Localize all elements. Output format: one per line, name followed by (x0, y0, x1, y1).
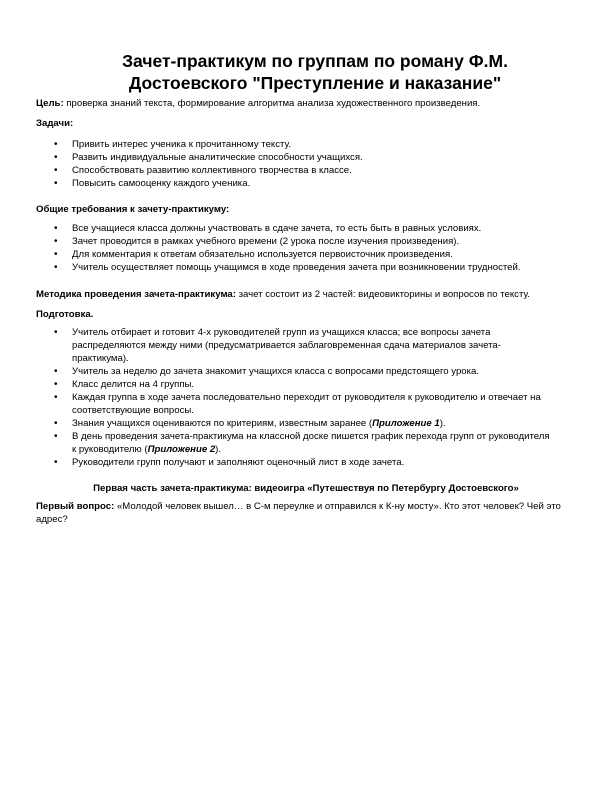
list-item: • Каждая группа в ходе зачета последовательно переходит от руководителя к руководителю и отвечает на соответствующие вопросы. (36, 391, 556, 417)
list-item: • Для комментария к ответам обязательно используется первоисточник произведения. (36, 248, 556, 261)
requirements-heading: Общие требования к зачету-практикуму: (36, 204, 230, 215)
item-text-before: В день проведения зачета-практикума на классной доске пишется график перехода групп от руководителя к руководителю ( (72, 431, 550, 455)
list-item: • Учитель отбирает и готовит 4-х руководителей групп из учащихся класса; все вопросы зачета распределяются между ними (предусматривается заблаговременная сдача материалов зачета-практикума). (36, 326, 556, 365)
list-item: • Класс делится на 4 группы. (36, 378, 556, 391)
requirements-list (36, 222, 556, 274)
method-text: зачет состоит из 2 частей: видеовикторины и вопросов по тексту. (235, 289, 530, 300)
item-text-after: ). (439, 418, 446, 429)
list-item: • Все учащиеся класса должны участвовать в сдаче зачета, то есть быть в равных условиях. (36, 222, 556, 235)
tasks-list (36, 138, 556, 190)
list-item: • Способствовать развитию коллективного творчества в классе. (36, 164, 556, 177)
title-line-2: Достоевского "Преступление и наказание" (128, 73, 502, 93)
list-item: • Руководители групп получают и заполняют оценочный лист в ходе зачета. (36, 456, 556, 469)
appendix-1-reference: Приложение 1 (372, 418, 440, 429)
list-item (36, 417, 556, 430)
item-text-after: ). (215, 444, 222, 455)
list-item: • Учитель за неделю до зачета знакомит учащихся класса с вопросами предстоящего урока. (36, 365, 556, 378)
list-item: • Зачет проводится в рамках учебного времени (2 урока после изучения произведения). (36, 235, 556, 248)
item-text-before: Знания учащихся оцениваются по критериям, известным заранее ( (72, 418, 373, 429)
preparation-list (36, 326, 556, 469)
list-item (36, 430, 556, 456)
title-line-1: Зачет-практикум по группам по роману Ф.М. (122, 51, 508, 71)
first-question-label: Первый вопрос: (36, 501, 115, 512)
appendix-2-reference: Приложение 2 (147, 444, 216, 455)
goal-text: проверка знаний текста, формирование алгоритма анализа художественного произведения. (63, 98, 481, 109)
list-item: • Привить интерес ученика к прочитанному тексту. (36, 138, 556, 151)
method-paragraph (36, 288, 576, 301)
part-one-heading: Первая часть зачета-практикума: видеоигра «Путешествуя по Петербургу Достоевского» (93, 483, 519, 494)
goal-label: Цель: (36, 98, 64, 109)
first-question-paragraph (36, 500, 576, 526)
list-item: • Развить индивидуальные аналитические способности учащихся. (36, 151, 556, 164)
method-label: Методика проведения зачета-практикума: (36, 289, 236, 300)
page-title (60, 50, 570, 94)
tasks-heading: Задачи: (36, 118, 74, 129)
first-question-text: «Молодой человек вышел… в С-м переулке и отправился к К-ну мосту». Кто этот человек? Чей это адрес? (36, 501, 561, 525)
list-item: • Повысить самооценку каждого ученика. (36, 177, 556, 190)
list-item: • Учитель осуществляет помощь учащимся в ходе проведения зачета при возникновении трудностей. (36, 261, 556, 274)
preparation-heading: Подготовка. (36, 309, 94, 320)
goal-paragraph (36, 97, 576, 110)
